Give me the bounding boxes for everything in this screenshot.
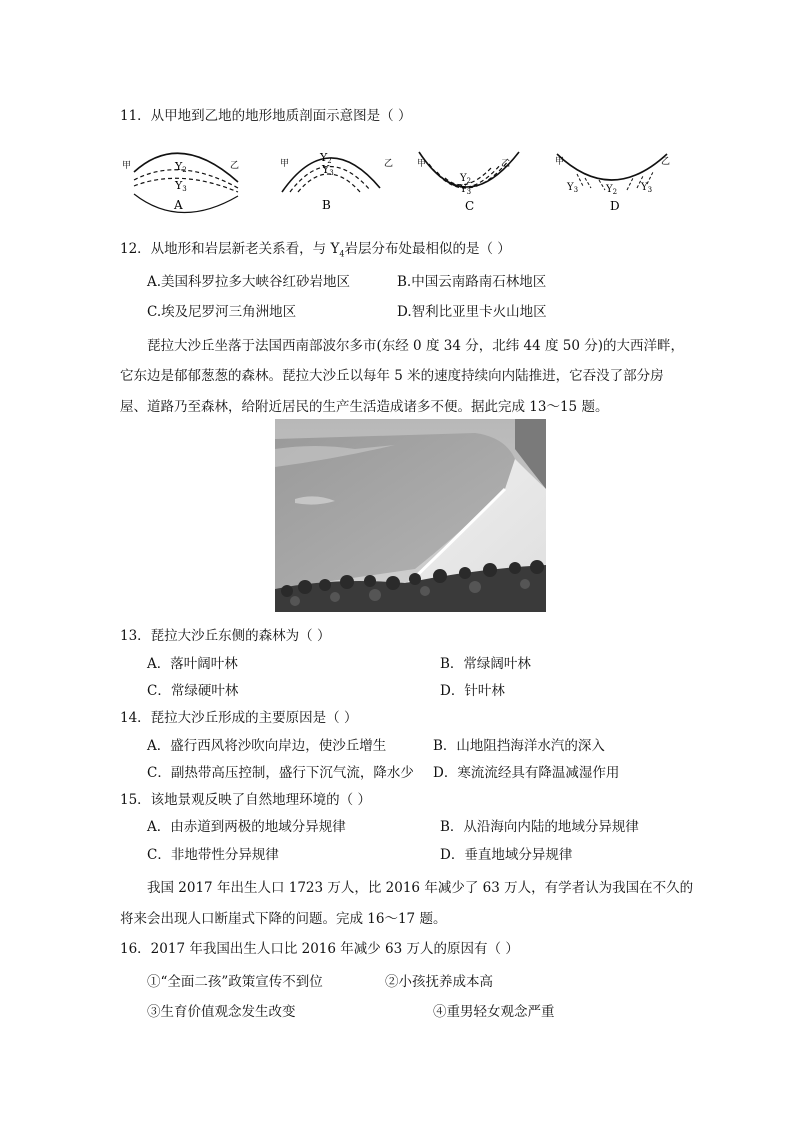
label-jia: 甲 (122, 161, 132, 171)
q16-text: 16．2017 年我国出生人口比 2016 年减少 63 万人的原因有（ ） (120, 941, 519, 957)
diagram-letter: A (174, 198, 183, 212)
q12-text (120, 237, 511, 259)
dune-photo (275, 419, 546, 612)
label-sub: 2 (466, 177, 472, 185)
label-y: Y (641, 182, 648, 193)
label-sub: 3 (182, 185, 187, 193)
q16-option-3: ③生育价值观念发生改变 (147, 1004, 296, 1020)
q13-option-d: D．针叶林 (440, 683, 505, 699)
q13-option-a: A．落叶阔叶林 (147, 656, 238, 672)
label-sub: 3 (573, 186, 579, 194)
passage1-line3: 屋、道路乃至森林，给附近居民的生产生活造成诸多不便。据此完成 13～15 题。 (120, 399, 609, 415)
label-sub: 3 (466, 188, 472, 196)
diagram-letter: D (610, 199, 620, 213)
q13-option-b: B．常绿阔叶林 (440, 656, 531, 672)
diagram-letter: C (465, 199, 475, 213)
q15-option-d: D．垂直地域分异规律 (440, 847, 573, 863)
q16-option-2: ②小孩抚养成本高 (385, 974, 493, 990)
q15-option-a: A．由赤道到两极的地域分异规律 (147, 819, 346, 835)
q16-option-1: ①“全面二孩”政策宣传不到位 (147, 974, 323, 990)
svg-text:Y3 (321, 163, 334, 177)
label-sub: 3 (647, 186, 653, 194)
label-y: Y (320, 151, 328, 164)
label-yi: 乙 (661, 157, 671, 167)
diagram-letter: B (322, 198, 331, 212)
label-sub: 2 (182, 166, 187, 174)
svg-text:Y2 (174, 160, 187, 174)
q12-text-a: 12．从地形和岩层新老关系看，与 Y (120, 241, 340, 257)
q14-option-b: B．山地阻挡海洋水汽的深入 (433, 738, 605, 754)
diagram-c (415, 144, 530, 216)
label-sub: 3 (329, 169, 334, 177)
q12-option-a: A.美国科罗拉多大峡谷红砂岩地区 (147, 274, 351, 290)
label-jia: 甲 (280, 159, 290, 169)
q14-option-d: D．寒流流经具有降温减湿作用 (433, 765, 620, 781)
svg-text:Y3 (174, 179, 187, 193)
label-y: Y (460, 184, 467, 195)
q13-option-c: C．常绿硬叶林 (147, 683, 239, 699)
svg-text:Y3 (566, 182, 578, 194)
q13-text: 13．琵拉大沙丘东侧的森林为（ ） (120, 628, 331, 644)
q11-text: 11．从甲地到乙地的地形地质剖面示意图是（ ） (120, 108, 412, 124)
label-yi: 乙 (384, 159, 394, 169)
passage1-line2: 它东边是郁郁葱葱的森林。琵拉大沙丘以每年 5 米的速度持续向内陆推进，它吞没了部分房 (120, 368, 664, 384)
label-y: Y (606, 184, 613, 195)
label-yi: 乙 (230, 161, 240, 171)
diagram-b (272, 146, 402, 214)
svg-text:Y3 (640, 182, 652, 194)
label-yi: 乙 (501, 159, 511, 169)
label-y: Y (175, 179, 183, 192)
svg-text:Y3 (459, 184, 471, 196)
label-y: Y (175, 160, 183, 173)
diagram-d (553, 144, 678, 216)
q12-option-c: C.埃及尼罗河三角洲地区 (147, 304, 297, 320)
q12-text-b: 岩层分布处最相似的是（ ） (344, 241, 511, 257)
q15-option-c: C．非地带性分异规律 (147, 847, 279, 863)
label-y: Y (322, 163, 330, 176)
q14-text: 14．琵拉大沙丘形成的主要原因是（ ） (120, 710, 358, 726)
label-y: Y (567, 182, 574, 193)
q12-subscript: 4 (339, 249, 345, 259)
label-jia: 甲 (417, 159, 427, 169)
q12-option-d: D.智利比亚里卡火山地区 (397, 304, 547, 320)
passage2-line2: 将来会出现人口断崖式下降的问题。完成 16～17 题。 (120, 911, 447, 927)
label-y: Y (460, 173, 467, 184)
q12-option-b: B.中国云南路南石林地区 (397, 274, 547, 290)
q14-option-c: C．副热带高压控制，盛行下沉气流，降水少 (147, 765, 414, 781)
q14-option-a: A．盛行西风将沙吹向岸边，使沙丘增生 (147, 738, 387, 754)
passage1-line1: 琵拉大沙丘坐落于法国西南部波尔多市(东经 0 度 34 分，北纬 44 度 50 分)的大西洋畔， (147, 338, 684, 354)
label-sub: 2 (327, 157, 332, 165)
q16-option-4: ④重男轻女观念严重 (433, 1004, 555, 1020)
q15-text: 15．该地景观反映了自然地理环境的（ ） (120, 792, 371, 808)
passage2-line1: 我国 2017 年出生人口 1723 万人，比 2016 年减少了 63 万人，有学者认为我国在不久的 (147, 880, 694, 896)
diagram-a (118, 146, 248, 214)
q15-option-b: B．从沿海向内陆的地域分异规律 (440, 819, 639, 835)
label-jia: 甲 (555, 157, 565, 167)
svg-text:Y2 (605, 184, 617, 196)
label-sub: 2 (612, 188, 618, 196)
